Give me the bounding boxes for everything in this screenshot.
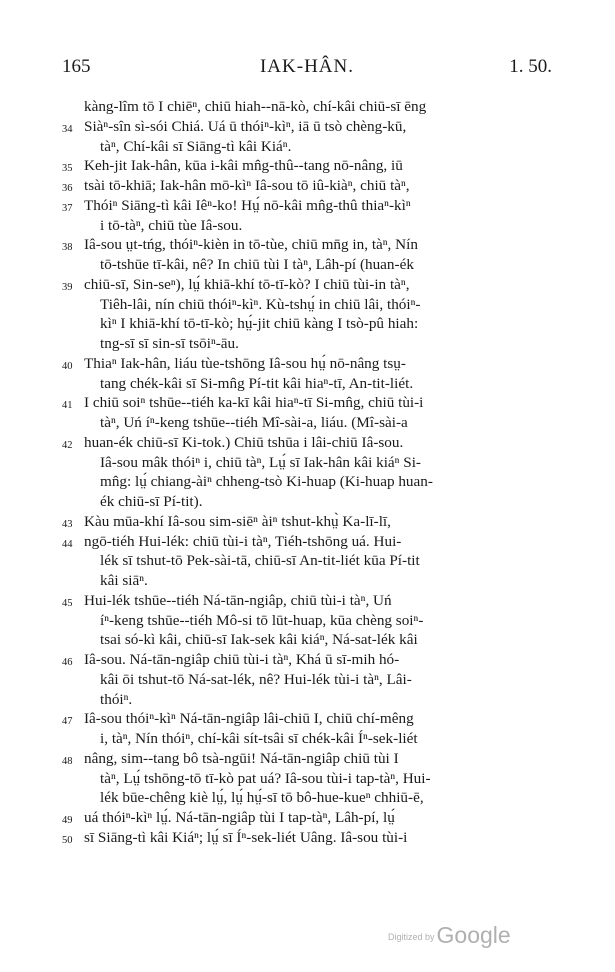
text-line [62,433,552,453]
line-text: tàⁿ, Uń íⁿ-keng tshūe--tiéh Mî-sài-a, liáu. (Mî-sài-a [100,414,408,431]
line-text: mn̂g: lṳ́ chiang-àiⁿ chheng-tsò Ki-huap (Ki-huap huan- [100,473,433,491]
text-line [62,512,552,532]
line-text: ék chiū-sī Pí-tit). [100,493,203,510]
text-line [62,670,552,690]
line-text: thóiⁿ. [100,690,133,708]
text-line [62,334,552,354]
line-text: tàⁿ, Chí-kâi sī Siāng-tì kâi Kiáⁿ. [100,137,292,155]
verse-number: 47 [62,716,73,728]
line-text: kâi siāⁿ. [100,572,148,589]
verse-number: 42 [62,439,73,451]
google-logo: Google [436,922,511,948]
page-header [62,56,552,78]
line-text: kâi ōi tshut-tō Ná-sat-lék, nê? Hui-lék tùi-i tàⁿ, Lâi- [100,670,412,688]
line-text: Iâ-sou. Ná-tān-ngiâp chiū tùi-i tàⁿ, Khá ū sī-mih hó- [84,651,400,668]
line-text: Iâ-sou mâk thóiⁿ i, chiū tàⁿ, Lṳ́ sī Iak-hân kâi kiáⁿ Si- [100,453,421,471]
verse-number: 43 [62,518,73,530]
verse-number: 44 [62,538,73,550]
page-number: 165 [62,56,91,77]
text-line [62,196,552,216]
text-line [62,314,552,334]
line-text: tō-tshūe tī-kâi, nê? In chiū tùi I tàⁿ, Lâh-pí (huan-ék [100,256,414,273]
text-line [62,354,552,374]
line-text: I chiū soiⁿ tshūe--tiéh ka-kī kâi hiaⁿ-tī Si-mn̂g, chiū tùi-i [84,394,424,412]
line-text: kìⁿ I khiā-khí tō-tī-kò; hṳ́-jit chiū kàng I tsò-pû hiah: [100,315,419,333]
text-line [62,828,552,848]
line-text: huan-ék chiū-sī Ki-tok.) Chiū tshūa i lâi-chiū Iâ-sou. [84,433,404,451]
line-text: kàng-lîm tō I chiēⁿ, chiū hiah--nā-kò, chí-kâi chiū-sī ēng [84,98,427,115]
text-line [62,374,552,394]
verse-number: 49 [62,815,73,826]
text-line [62,650,552,670]
text-line [62,216,552,236]
line-text: lék sī tshut-tō Pek-sài-tā, chiū-sī An-tit-liét kūa Pí-tit [100,552,420,570]
text-line [62,295,552,315]
verse-number: 38 [62,242,73,254]
text-line [62,788,552,808]
line-text: tsai só-kì kâi, chiū-sī Iak-sek kâi kiáⁿ, Ná-sat-lék kâi [100,631,418,649]
text-line [62,117,552,137]
line-text: ngō-tiéh Hui-lék: chiū tùi-i tàⁿ, Tiéh-tshōng uá. Hui- [84,532,402,550]
text-line [62,255,552,275]
text-line [62,393,552,413]
verse-number: 46 [62,657,73,668]
scripture-text [62,97,552,848]
text-line [62,630,552,650]
running-title: IAK-HÂN. [259,56,354,77]
text-line [62,532,552,552]
text-line [62,137,552,157]
line-text: Keh-jit Iak-hân, kūa i-kâi mn̂g-thû--tang nō-nâng, iū [84,157,403,175]
text-line [62,551,552,571]
line-text: Hui-lék tshūe--tiéh Ná-tān-ngiâp, chiū tùi-i tàⁿ, Uń [84,591,392,609]
line-text: tàⁿ, Lṳ́ tshōng-tō tī-kò pat uá? Iâ-sou tùi-i tap-tàⁿ, Hui- [100,769,431,787]
line-text: Tiêh-lâi, nín chiū thóiⁿ-kìⁿ. Kù-tshṳ́ in chiū lâi, thóiⁿ- [100,295,421,313]
line-text: Siàⁿ-sîn sì-sói Chiá. Uá ū thóiⁿ-kìⁿ, iā ū tsò chèng-kū, [84,117,407,135]
verse-number: 50 [62,834,73,846]
text-line [62,176,552,196]
verse-number: 37 [62,202,73,214]
line-text: íⁿ-keng tshūe--tiéh Mô-si tō lūt-huap, kūa chèng soiⁿ- [100,611,424,629]
text-line [62,156,552,176]
line-text: Iâ-sou thóiⁿ-kìⁿ Ná-tān-ngiâp lâi-chiū I, chiū chí-mêng [84,710,414,728]
line-text: sī Siāng-tì kâi Kiáⁿ; lṳ́ sī Íⁿ-sek-liét Uâng. Iâ-sou tùi-i [84,828,408,846]
line-text: lék būe-chêng kiè lṳ́, lṳ́ hṳ́-sī tō bô-hue-kueⁿ chhiū-ē, [100,789,424,807]
line-text: Thóiⁿ Siāng-tì kâi Iêⁿ-ko! Hṳ́ nō-kâi mn̂g-thû thiaⁿ-kìⁿ [84,196,411,214]
line-text: chiū-sī, Sin-seⁿ), lṳ́ khiā-khí tō-tī-kò? I chiū tùi-in tàⁿ, [84,275,410,293]
line-text: Thiaⁿ Iak-hân, liáu tùe-tshōng Iâ-sou hṳ́ nō-nâng tsṳ- [84,354,406,372]
verse-number: 36 [62,183,73,194]
line-text: tang chék-kâi sī Si-mn̂g Pí-tit kâi hiaⁿ-tī, An-tit-liét. [100,374,414,392]
digitized-by-text: Digitized by [388,932,435,942]
line-text: Kàu mūa-khí Iâ-sou sim-siēⁿ àiⁿ tshut-khṳ̀ Ka-lī-lī, [84,512,391,530]
verse-number: 48 [62,755,73,767]
text-line [62,591,552,611]
text-line [62,690,552,710]
text-line [62,275,552,295]
text-line [62,749,552,769]
line-text: uá thóiⁿ-kìⁿ lṳ́. Ná-tān-ngiâp tùi I tap-tàⁿ, Lâh-pí, lṳ́ [84,809,395,826]
verse-number: 35 [62,163,73,175]
line-text: Iâ-sou ṳt-tńg, thóiⁿ-kièn in tō-tùe, chiū mn̄g in, tàⁿ, Nín [84,236,418,254]
line-text: tng-sī sī sin-sī tsōiⁿ-āu. [100,335,239,352]
text-line [62,769,552,789]
text-line [62,808,552,828]
verse-number: 39 [62,281,73,293]
verse-number: 41 [62,400,73,412]
google-watermark [388,922,511,949]
line-text: i tō-tàⁿ, chiū tùe Iâ-sou. [100,216,243,234]
text-line [62,611,552,631]
line-text: tsài tō-khiā; Iak-hân mō-kìⁿ Iâ-sou tō iû-kiàⁿ, chiū tàⁿ, [84,177,410,194]
chapter-verse-reference: 1. 50. [509,56,552,77]
text-line [62,709,552,729]
text-line [62,97,552,117]
text-line [62,413,552,433]
text-line [62,453,552,473]
text-line [62,729,552,749]
verse-number: 34 [62,123,73,135]
line-text: i, tàⁿ, Nín thóiⁿ, chí-kâi sít-tsâi sī chék-kâi Íⁿ-sek-liét [100,730,418,747]
text-line [62,472,552,492]
text-line [62,492,552,512]
text-line [62,571,552,591]
verse-number: 40 [62,360,73,372]
text-line [62,235,552,255]
verse-number: 45 [62,597,73,609]
line-text: nâng, sim--tang bô tsà-ngūi! Ná-tān-ngiâp chiū tùi I [84,749,399,767]
